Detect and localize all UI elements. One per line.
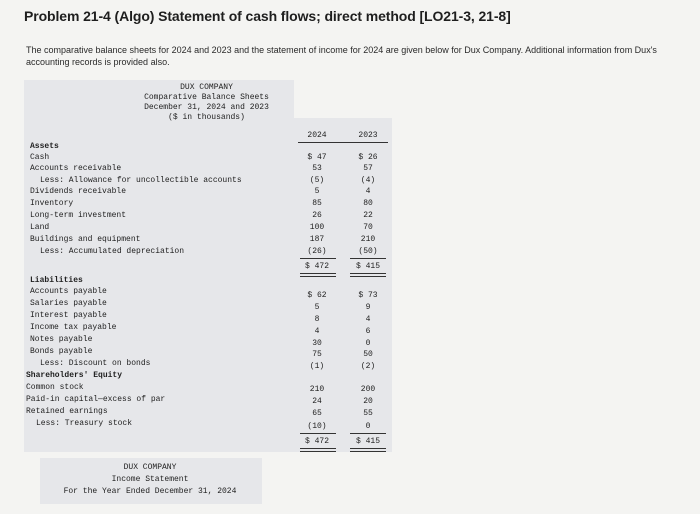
asset-2023: 70 [363, 223, 373, 232]
equity-2024: 210 [309, 385, 325, 394]
liability-label: Income tax payable [30, 323, 117, 332]
asset-2023: $ 26 [358, 153, 378, 162]
asset-2024: 53 [312, 164, 322, 173]
equity-2023: 55 [363, 409, 373, 418]
liability-2023: $ 73 [358, 291, 378, 300]
asset-label: Less: Accumulated depreciation [40, 247, 185, 256]
liability-2023: 4 [365, 315, 371, 324]
liab-equity-double-rule-2023 [350, 448, 386, 452]
liability-2024: 30 [312, 339, 322, 348]
liability-2024: (1) [309, 362, 325, 371]
assets-total-double-rule-2023 [350, 273, 386, 277]
is-statement: Income Statement [111, 475, 189, 484]
asset-2024: (26) [307, 247, 327, 256]
assets-sum-rule-2023 [350, 258, 386, 259]
equity-2023: 20 [363, 397, 373, 406]
liability-label: Salaries payable [30, 299, 107, 308]
liability-2023: 0 [365, 339, 371, 348]
liability-2023: (2) [360, 362, 376, 371]
liability-label: Interest payable [30, 311, 107, 320]
is-period: For the Year Ended December 31, 2024 [63, 487, 237, 496]
asset-2023: (4) [360, 176, 376, 185]
asset-2023: 210 [360, 235, 376, 244]
is-company: DUX COMPANY [123, 463, 177, 472]
liability-2023: 9 [365, 303, 371, 312]
equity-label: Less: Treasury stock [36, 419, 133, 428]
liab-equity-total-2023: $ 415 [355, 437, 380, 446]
income-statement-header [40, 462, 260, 498]
liability-2024: $ 62 [307, 291, 327, 300]
bs-units: ($ in thousands) [168, 113, 245, 122]
assets-total-2023: $ 415 [355, 262, 380, 271]
asset-2024: (5) [309, 176, 325, 185]
asset-label: Land [30, 223, 50, 232]
equity-label: Paid-in capital—excess of par [26, 395, 166, 404]
liability-2024: 75 [312, 350, 322, 359]
asset-2024: 187 [309, 235, 325, 244]
problem-title: Problem 21-4 (Algo) Statement of cash flows; direct method [LO21-3, 21-8] [24, 8, 511, 24]
asset-2024: 100 [309, 223, 325, 232]
asset-2023: 57 [363, 164, 373, 173]
bs-company: DUX COMPANY [180, 83, 233, 92]
bs-statement: Comparative Balance Sheets [144, 93, 269, 102]
asset-label: Accounts receivable [30, 164, 122, 173]
asset-2023: 22 [363, 211, 373, 220]
assets-heading: Assets [30, 142, 59, 151]
liability-label: Notes payable [30, 335, 93, 344]
liability-label: Bonds payable [30, 347, 93, 356]
asset-2023: 4 [365, 187, 371, 196]
asset-label: Cash [30, 153, 50, 162]
liab-equity-total-2024: $ 472 [304, 437, 329, 446]
liab-equity-sum-rule-2024 [300, 433, 336, 434]
asset-label: Buildings and equipment [30, 235, 141, 244]
asset-2024: $ 47 [307, 153, 327, 162]
col-header-rule [298, 142, 388, 143]
asset-label: Dividends receivable [30, 187, 127, 196]
liabilities-heading: Liabilities [30, 276, 83, 285]
assets-total-double-rule-2024 [300, 273, 336, 277]
liability-label: Accounts payable [30, 287, 107, 296]
problem-intro: The comparative balance sheets for 2024 and 2023 and the statement of income for 2024 are given below for Dux Company. Additional information from Dux's accounting records is provided also. [26, 45, 657, 67]
equity-2023: 0 [365, 422, 371, 431]
asset-label: Less: Allowance for uncollectible accounts [40, 176, 242, 185]
asset-label: Long-term investment [30, 211, 127, 220]
assets-sum-rule-2024 [300, 258, 336, 259]
liab-equity-double-rule-2024 [300, 448, 336, 452]
col-header-2023: 2023 [358, 131, 378, 140]
asset-2023: (50) [358, 247, 378, 256]
bs-dates: December 31, 2024 and 2023 [144, 103, 269, 112]
equity-2023: 200 [360, 385, 376, 394]
liab-equity-sum-rule-2023 [350, 433, 386, 434]
liability-2023: 6 [365, 327, 371, 336]
equity-heading: Shareholders' Equity [26, 371, 123, 380]
equity-2024: (10) [307, 422, 327, 431]
liability-2024: 8 [314, 315, 320, 324]
asset-2024: 85 [312, 199, 322, 208]
equity-label: Common stock [26, 383, 84, 392]
equity-2024: 24 [312, 397, 322, 406]
equity-label: Retained earnings [26, 407, 108, 416]
balance-sheet-header [135, 83, 278, 123]
asset-2024: 5 [314, 187, 320, 196]
liability-2024: 5 [314, 303, 320, 312]
assets-total-2024: $ 472 [304, 262, 329, 271]
asset-2023: 80 [363, 199, 373, 208]
asset-label: Inventory [30, 199, 74, 208]
equity-2024: 65 [312, 409, 322, 418]
asset-2024: 26 [312, 211, 322, 220]
col-header-2024: 2024 [307, 131, 327, 140]
liability-2024: 4 [314, 327, 320, 336]
liability-2023: 50 [363, 350, 373, 359]
liability-label: Less: Discount on bonds [40, 359, 151, 368]
